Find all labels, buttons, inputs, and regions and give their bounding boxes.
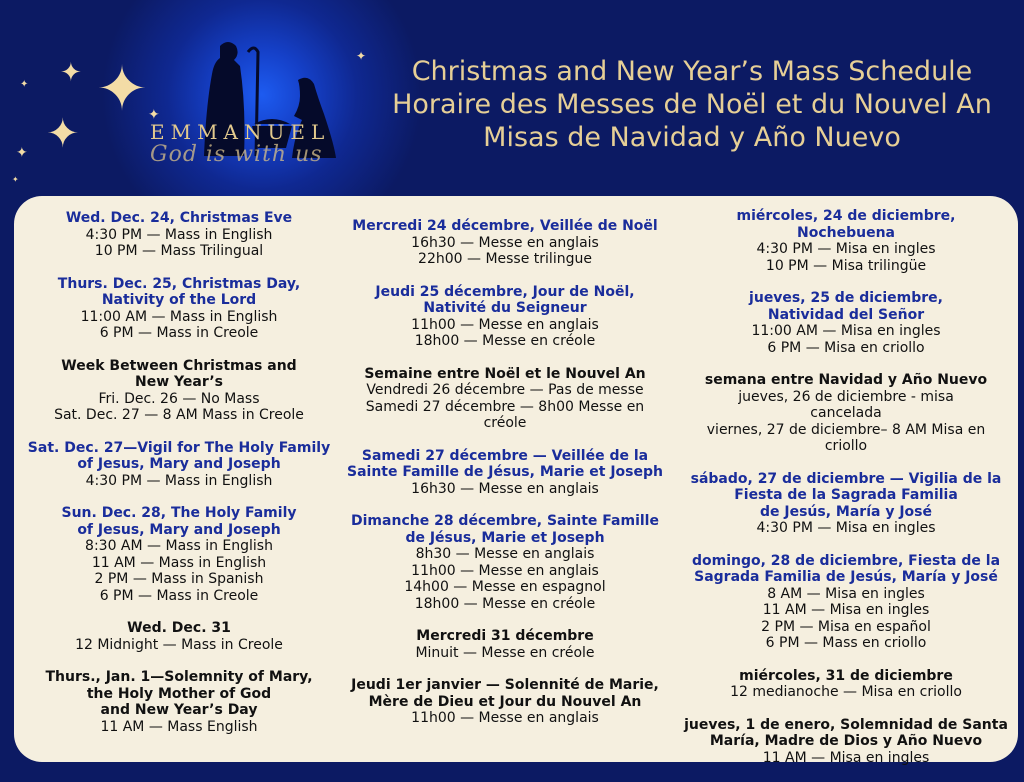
- mass-time-line: 6 PM — Misa en criollo: [767, 339, 925, 356]
- mass-time-line: 6 PM — Mass en criollo: [765, 635, 927, 651]
- entry-heading-line: of Jesus, Mary and Joseph: [77, 456, 281, 472]
- mass-time-line: Sat. Dec. 27 — 8 AM Mass in Creole: [54, 407, 304, 423]
- mass-time-line: 2 PM — Mass in Spanish: [94, 571, 264, 587]
- mass-time-line: 6 PM — Mass in Creole: [99, 325, 259, 341]
- schedule-entry: [340, 448, 670, 498]
- entry-heading: [340, 448, 670, 481]
- entry-heading-line: jueves, 1 de enero, Solemnidad de Santa: [684, 716, 1008, 733]
- star-icon: ✦: [148, 107, 160, 123]
- schedule-entry: [340, 366, 670, 432]
- schedule-entry: [14, 276, 344, 342]
- mass-time-line: 8 AM — Misa en ingles: [767, 585, 925, 602]
- entry-heading-line: Sagrada Familia de Jesús, María y José: [694, 569, 998, 585]
- entry-heading-line: Dimanche 28 décembre, Sainte Famille: [351, 513, 659, 529]
- mass-time-line: 10 PM — Mass Trilingual: [94, 243, 264, 259]
- entry-heading: [14, 210, 344, 227]
- mass-time-line: 11h00 — Messe en anglais: [411, 316, 599, 333]
- mass-time-line: 16h30 — Messe en anglais: [411, 234, 599, 251]
- mass-time-line: 4:30 PM — Mass in English: [85, 472, 273, 489]
- schedule-entry: [676, 668, 1016, 701]
- entry-heading: [340, 677, 670, 710]
- entry-heading-line: the Holy Mother of God: [86, 685, 272, 702]
- emblem-word: EMMANUEL: [150, 120, 331, 144]
- entry-heading: [676, 668, 1016, 685]
- entry-heading-line: sábado, 27 de diciembre — Vigilia de la: [690, 470, 1002, 487]
- entry-heading: [14, 358, 344, 391]
- entry-heading: [14, 620, 344, 637]
- mass-time-line: criollo: [824, 438, 868, 454]
- entry-heading-line: Week Between Christmas and: [61, 357, 297, 374]
- mass-time-line: 4:30 PM — Misa en ingles: [756, 241, 936, 257]
- schedule-entry: [340, 284, 670, 350]
- mass-time-line: 8:30 AM — Mass in English: [85, 538, 273, 554]
- entry-heading-line: Samedi 27 décembre — Veillée de la: [361, 447, 649, 464]
- schedule-entry: [340, 628, 670, 661]
- french-column: [340, 218, 670, 743]
- star-icon: ✦: [356, 49, 367, 63]
- entry-heading-line: of Jesus, Mary and Joseph: [77, 521, 281, 538]
- mass-time-line: 10 PM — Misa trilingüe: [765, 257, 927, 274]
- schedule-entry: [340, 677, 670, 727]
- entry-heading: [340, 366, 670, 383]
- mass-time-line: Minuit — Messe en créole: [415, 644, 595, 661]
- mass-time-line: 11 AM — Mass in English: [91, 554, 267, 571]
- entry-heading: [676, 208, 1016, 241]
- entry-heading: [340, 218, 670, 235]
- entry-heading: [676, 717, 1016, 750]
- mass-time-line: 2 PM — Misa en español: [761, 618, 931, 635]
- entry-heading-line: Fiesta de la Sagrada Familia: [734, 487, 958, 503]
- mass-time-line: 11 AM — Misa en ingles: [762, 749, 930, 766]
- entry-heading-line: Semaine entre Noël et le Nouvel An: [364, 365, 646, 382]
- star-icon: ✦: [60, 58, 82, 88]
- mass-time-line: Samedi 27 décembre — 8h00 Messe en: [365, 398, 645, 415]
- entry-heading-line: Nativité du Seigneur: [423, 300, 587, 316]
- star-icon: ✦: [12, 175, 19, 184]
- mass-time-line: 16h30 — Messe en anglais: [411, 480, 599, 497]
- schedule-entry: [14, 505, 344, 604]
- schedule-entry: [676, 290, 1016, 356]
- schedule-entry: [676, 553, 1016, 652]
- entry-heading: [14, 669, 344, 719]
- entry-heading: [340, 513, 670, 546]
- schedule-entry: [14, 620, 344, 653]
- entry-heading-line: Wed. Dec. 31: [127, 620, 231, 636]
- mass-time-line: 4:30 PM — Mass in English: [85, 226, 273, 243]
- entry-heading-line: New Year’s: [135, 374, 223, 390]
- mass-time-line: 22h00 — Messe trilingue: [418, 251, 592, 267]
- page-title-english: Christmas and New Year’s Mass Schedule: [411, 56, 973, 87]
- schedule-entry: [340, 513, 670, 612]
- mass-time-line: 12 medianoche — Misa en criollo: [730, 684, 962, 700]
- entry-heading-line: Wed. Dec. 24, Christmas Eve: [65, 210, 293, 226]
- entry-heading-line: Sainte Famille de Jésus, Marie et Joseph: [347, 464, 663, 480]
- schedule-entry: [14, 440, 344, 490]
- mass-time-line: 18h00 — Messe en créole: [414, 595, 596, 612]
- entry-heading-line: and New Year’s Day: [100, 702, 258, 718]
- entry-heading-line: miércoles, 24 de diciembre,: [736, 208, 956, 224]
- entry-heading-line: de Jesús, María y José: [760, 503, 932, 520]
- schedule-entry: [676, 717, 1016, 767]
- header-banner: [0, 0, 1024, 200]
- spanish-column: [676, 208, 1016, 782]
- mass-time-line: 8h30 — Messe en anglais: [415, 546, 595, 562]
- emblem-tagline: God is with us: [150, 142, 323, 167]
- entry-heading: [676, 553, 1016, 586]
- entry-heading-line: Mère de Dieu et Jour du Nouvel An: [368, 693, 642, 710]
- mass-time-line: 12 Midnight — Mass in Creole: [75, 636, 283, 653]
- entry-heading-line: Nochebuena: [797, 224, 895, 241]
- entry-heading-line: María, Madre de Dios y Año Nuevo: [709, 733, 983, 749]
- entry-heading-line: Mercredi 24 décembre, Veillée de Noël: [352, 218, 658, 234]
- entry-heading-line: Mercredi 31 décembre: [416, 628, 594, 644]
- mass-time-line: 6 PM — Mass in Creole: [99, 587, 259, 604]
- entry-heading: [14, 276, 344, 309]
- entry-heading-line: Jeudi 1er janvier — Solennité de Marie,: [351, 677, 659, 693]
- star-icon: ✦: [46, 111, 80, 157]
- mass-time-line: 11:00 AM — Misa en ingles: [751, 323, 941, 339]
- mass-time-line: 18h00 — Messe en créole: [414, 333, 596, 349]
- entry-heading: [14, 505, 344, 538]
- star-icon: ✦: [16, 145, 28, 161]
- entry-heading: [14, 440, 344, 473]
- page-title-spanish: Misas de Navidad y Año Nuevo: [483, 122, 901, 153]
- entry-heading-line: semana entre Navidad y Año Nuevo: [704, 372, 988, 388]
- entry-heading-line: Sun. Dec. 28, The Holy Family: [61, 505, 297, 521]
- mass-time-line: cancelada: [810, 405, 882, 421]
- entry-heading-line: domingo, 28 de diciembre, Fiesta de la: [691, 552, 1001, 569]
- schedule-panel: [14, 196, 1018, 766]
- mass-time-line: 14h00 — Messe en espagnol: [404, 579, 606, 595]
- entry-heading-line: Jeudi 25 décembre, Jour de Noël,: [375, 283, 635, 300]
- schedule-entry: [676, 471, 1016, 537]
- page-title-block: [360, 55, 1024, 154]
- star-icon: ✦: [96, 52, 148, 125]
- entry-heading-line: Nativity of the Lord: [101, 292, 257, 308]
- mass-time-line: 11 AM — Mass English: [100, 718, 258, 735]
- entry-heading-line: jueves, 25 de diciembre,: [749, 290, 943, 306]
- mass-time-line: Vendredi 26 décembre — Pas de messe: [366, 382, 644, 398]
- schedule-entry: [340, 218, 670, 268]
- entry-heading: [676, 471, 1016, 521]
- entry-heading: [676, 290, 1016, 323]
- star-icon: ✦: [20, 79, 29, 90]
- schedule-entry: [14, 358, 344, 424]
- schedule-entry: [676, 208, 1016, 274]
- mass-time-line: 11h00 — Messe en anglais: [411, 710, 599, 726]
- entry-heading-line: Thurs., Jan. 1—Solemnity of Mary,: [45, 669, 313, 685]
- entry-heading: [340, 628, 670, 645]
- entry-heading-line: de Jésus, Marie et Joseph: [405, 529, 605, 546]
- mass-time-line: 11:00 AM — Mass in English: [80, 308, 278, 325]
- english-column: [14, 210, 344, 751]
- mass-time-line: créole: [483, 415, 527, 431]
- mass-time-line: Fri. Dec. 26 — No Mass: [98, 390, 260, 407]
- entry-heading: [676, 372, 1016, 389]
- schedule-entry: [676, 372, 1016, 455]
- mass-time-line: viernes, 27 de diciembre– 8 AM Misa en: [706, 421, 986, 438]
- entry-heading: [340, 284, 670, 317]
- schedule-entry: [14, 669, 344, 735]
- mass-time-line: 4:30 PM — Misa en ingles: [756, 520, 936, 536]
- entry-heading-line: Sat. Dec. 27—Vigil for The Holy Family: [27, 439, 331, 456]
- mass-time-line: 11h00 — Messe en anglais: [411, 562, 599, 579]
- page-title-french: Horaire des Messes de Noël et du Nouvel An: [392, 89, 992, 120]
- entry-heading-line: Thurs. Dec. 25, Christmas Day,: [57, 275, 301, 292]
- mass-time-line: 11 AM — Misa en ingles: [762, 602, 930, 618]
- entry-heading-line: Natividad del Señor: [767, 306, 925, 323]
- entry-heading-line: miércoles, 31 de diciembre: [739, 667, 953, 684]
- schedule-entry: [14, 210, 344, 260]
- mass-time-line: jueves, 26 de diciembre - misa: [738, 388, 954, 405]
